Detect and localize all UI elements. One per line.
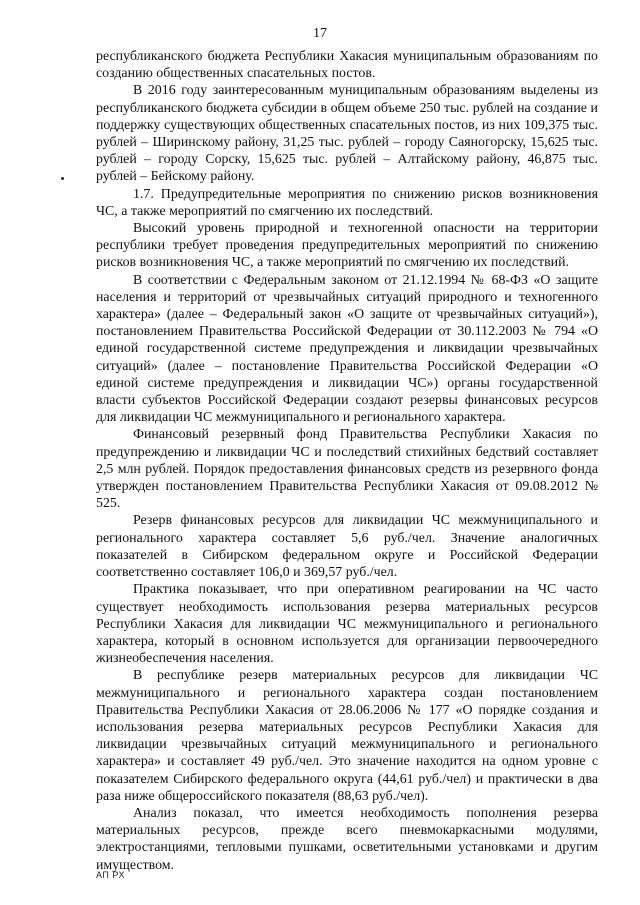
document-body [96,48,598,874]
paragraph-analysis: Анализ показал, что имеется необходимость пополнения резерва материальных ресурсов, прежде всего пневмокаркасными модулями, электростанциями, тепловыми пушками, осветительными установками и другим имуществом. [96,805,598,873]
paragraph-subsidies-2016: В 2016 году заинтересованным муниципальным образованиям выделены из республиканского бюджета субсидии в общем объеме 250 тыс. рублей на создание и поддержку существующих общественных спасательных постов, из них 109,375 тыс. рублей – Ширинскому району, 31,25 тыс. рублей – городу Саяногорску, 15,625 тыс. рублей – городу Сорску, 15,625 тыс. рублей – Алтайскому району, 46,875 тыс. рублей – Бейскому району. [96,83,598,185]
paragraph-federal-law: В соответствии с Федеральным законом от 21.12.1994 № 68-ФЗ «О защите населения и территорий от чрезвычайных ситуаций природного и техногенного характера» (далее – Федеральный закон «О защите от чрезвычайных ситуаций»), постановлением Правительства Российской Федерации от 30.112.2003 № 794 «О единой государственной системе предупреждения и ликвидации чрезвычайных ситуаций» (далее – постановление Правительства Российской Федерации «О единой системе предупреждения и ликвидации ЧС») органы государственной власти субъектов Российской Федерации создают резервы финансовых ресурсов для ликвидации ЧС межмуниципального и регионального характера. [96,272,598,426]
page-number: 17 [313,26,327,41]
section-heading-1-7: 1.7. Предупредительные мероприятия по снижению рисков возникновения ЧС, а также мероприятий по смягчению их последствий. [96,186,598,219]
paragraph-material-reserve: В республике резерв материальных ресурсов для ликвидации ЧС межмуниципального и регионального характера создан постановлением Правительства Республики Хакасия от 28.06.2006 № 177 «О порядке создания и использования резерва материальных ресурсов Республики Хакасия для ликвидации чрезвычайных ситуаций межмуниципального и регионального характера» и составляет 49 руб./чел. Это значение находится на одном уровне с показателем Сибирского федерального округа (44,61 руб./чел) и практически в два раза ниже общероссийского показателя (88,63 руб./чел). [96,668,598,804]
paragraph-reserve-fund: Финансовый резервный фонд Правительства Республики Хакасия по предупреждению и ликвидации ЧС и последствий стихийных бедствий составляет 2,5 млн рублей. Порядок предоставления финансовых средств из резервного фонда утвержден постановлением Правительства Республики Хакасия от 09.08.2012 № 525. [96,427,598,512]
footer-mark: АП РХ [96,870,125,880]
paragraph-practice: Практика показывает, что при оперативном реагировании на ЧС часто существует необходимость использования резерва материальных ресурсов Республики Хакасия для ликвидации ЧС межмуниципального и регионального характера, который в основном используется для организации первоочередного жизнеобеспечения населения. [96,582,598,667]
paragraph-continuation: республиканского бюджета Республики Хакасия муниципальным образованиям по созданию общественных спасательных постов. [96,49,598,82]
paragraph-financial-reserve: Резерв финансовых ресурсов для ликвидации ЧС межмуниципального и регионального характера составляет 5,6 руб./чел. Значение аналогичных показателей в Сибирском федеральном округе и Российской Федерации соответственно составляет 106,0 и 369,57 руб./чел. [96,513,598,581]
paragraph-hazard-level: Высокий уровень природной и техногенной опасности на территории республики требует проведения предупредительных мероприятий по снижению рисков возникновения ЧС, а также мероприятий по смягчению их последствий. [96,221,598,271]
scan-artifact-dot [61,177,64,180]
